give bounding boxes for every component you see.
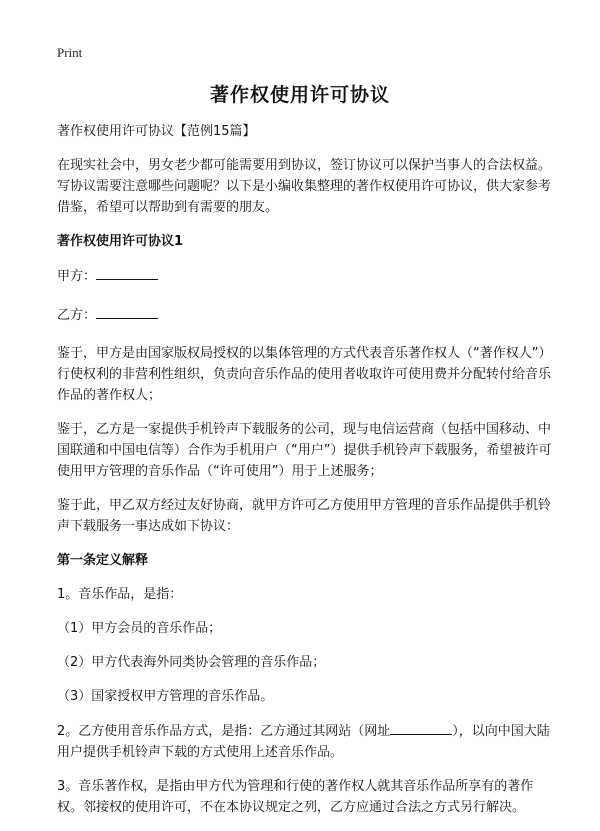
definition-2-before: 2。乙方使用音乐作品方式，是指：乙方通过其网站（网址 — [57, 724, 391, 739]
party-a-label: 甲方： — [57, 269, 97, 284]
definition-1: 1。音乐作品，是指： — [57, 587, 183, 602]
website-blank — [390, 720, 452, 735]
definition-1-b: （2）甲方代表海外同类协会管理的音乐作品； — [57, 655, 326, 670]
definition-1-a: （1）甲方会员的音乐作品； — [57, 621, 222, 636]
clause-whereas-1: 鉴于，甲方是由国家版权局授权的以集体管理的方式代表音乐著作权人（“著作权人”）行使权利的非营利性组织，负责向音乐作品的使用者收取许可使用费并分配转付给音乐作品的著作权人； — [57, 346, 552, 403]
definition-1-c: （3）国家授权甲方管理的音乐作品。 — [57, 689, 274, 704]
definition-3: 3。音乐著作权，是指由甲方代为管理和行使的著作权人就其音乐作品所享有的著作权。邻接权的使用许可，不在本协议规定之列，乙方应通过合法之方式另行解决。 — [57, 779, 534, 815]
party-b-label: 乙方： — [57, 308, 97, 323]
party-b-blank — [96, 304, 158, 319]
document-body — [57, 121, 552, 831]
section-heading: 著作权使用许可协议1 — [57, 234, 184, 249]
intro-paragraph: 在现实社会中，男女老少都可能需要用到协议，签订协议可以保护当事人的合法权益。写协议需要注意哪些问题呢？以下是小编收集整理的著作权使用许可协议，供大家参考借鉴，希望可以帮助到有需要的朋友。 — [57, 158, 552, 215]
clause-whereas-2: 鉴于，乙方是一家提供手机铃声下载服务的公司，现与电信运营商（包括中国移动、中国联通和中国电信等）合作为手机用户（“用户”）提供手机铃声下载服务，希望被许可使用甲方管理的音乐作品（“许可使用”）用于上述服务； — [57, 422, 552, 479]
party-a-line — [57, 265, 552, 287]
definition-2 — [57, 720, 552, 763]
party-a-blank — [96, 265, 158, 280]
clause-whereas-3: 鉴于此，甲乙双方经过友好协商，就甲方许可乙方使用甲方管理的音乐作品提供手机铃声下载服务一事达成如下协议： — [57, 498, 552, 534]
article-1-heading: 第一条定义解释 — [57, 553, 149, 568]
definition-2-after: ），以向中国大陆用户提供手机铃声下载的方式使用上述音乐作品。 — [57, 724, 550, 760]
document-title: 著作权使用许可协议 — [209, 84, 390, 106]
party-b-line — [57, 304, 552, 326]
print-link[interactable]: Print — [57, 45, 83, 60]
subtitle: 著作权使用许可协议【范例15篇】 — [57, 124, 256, 139]
